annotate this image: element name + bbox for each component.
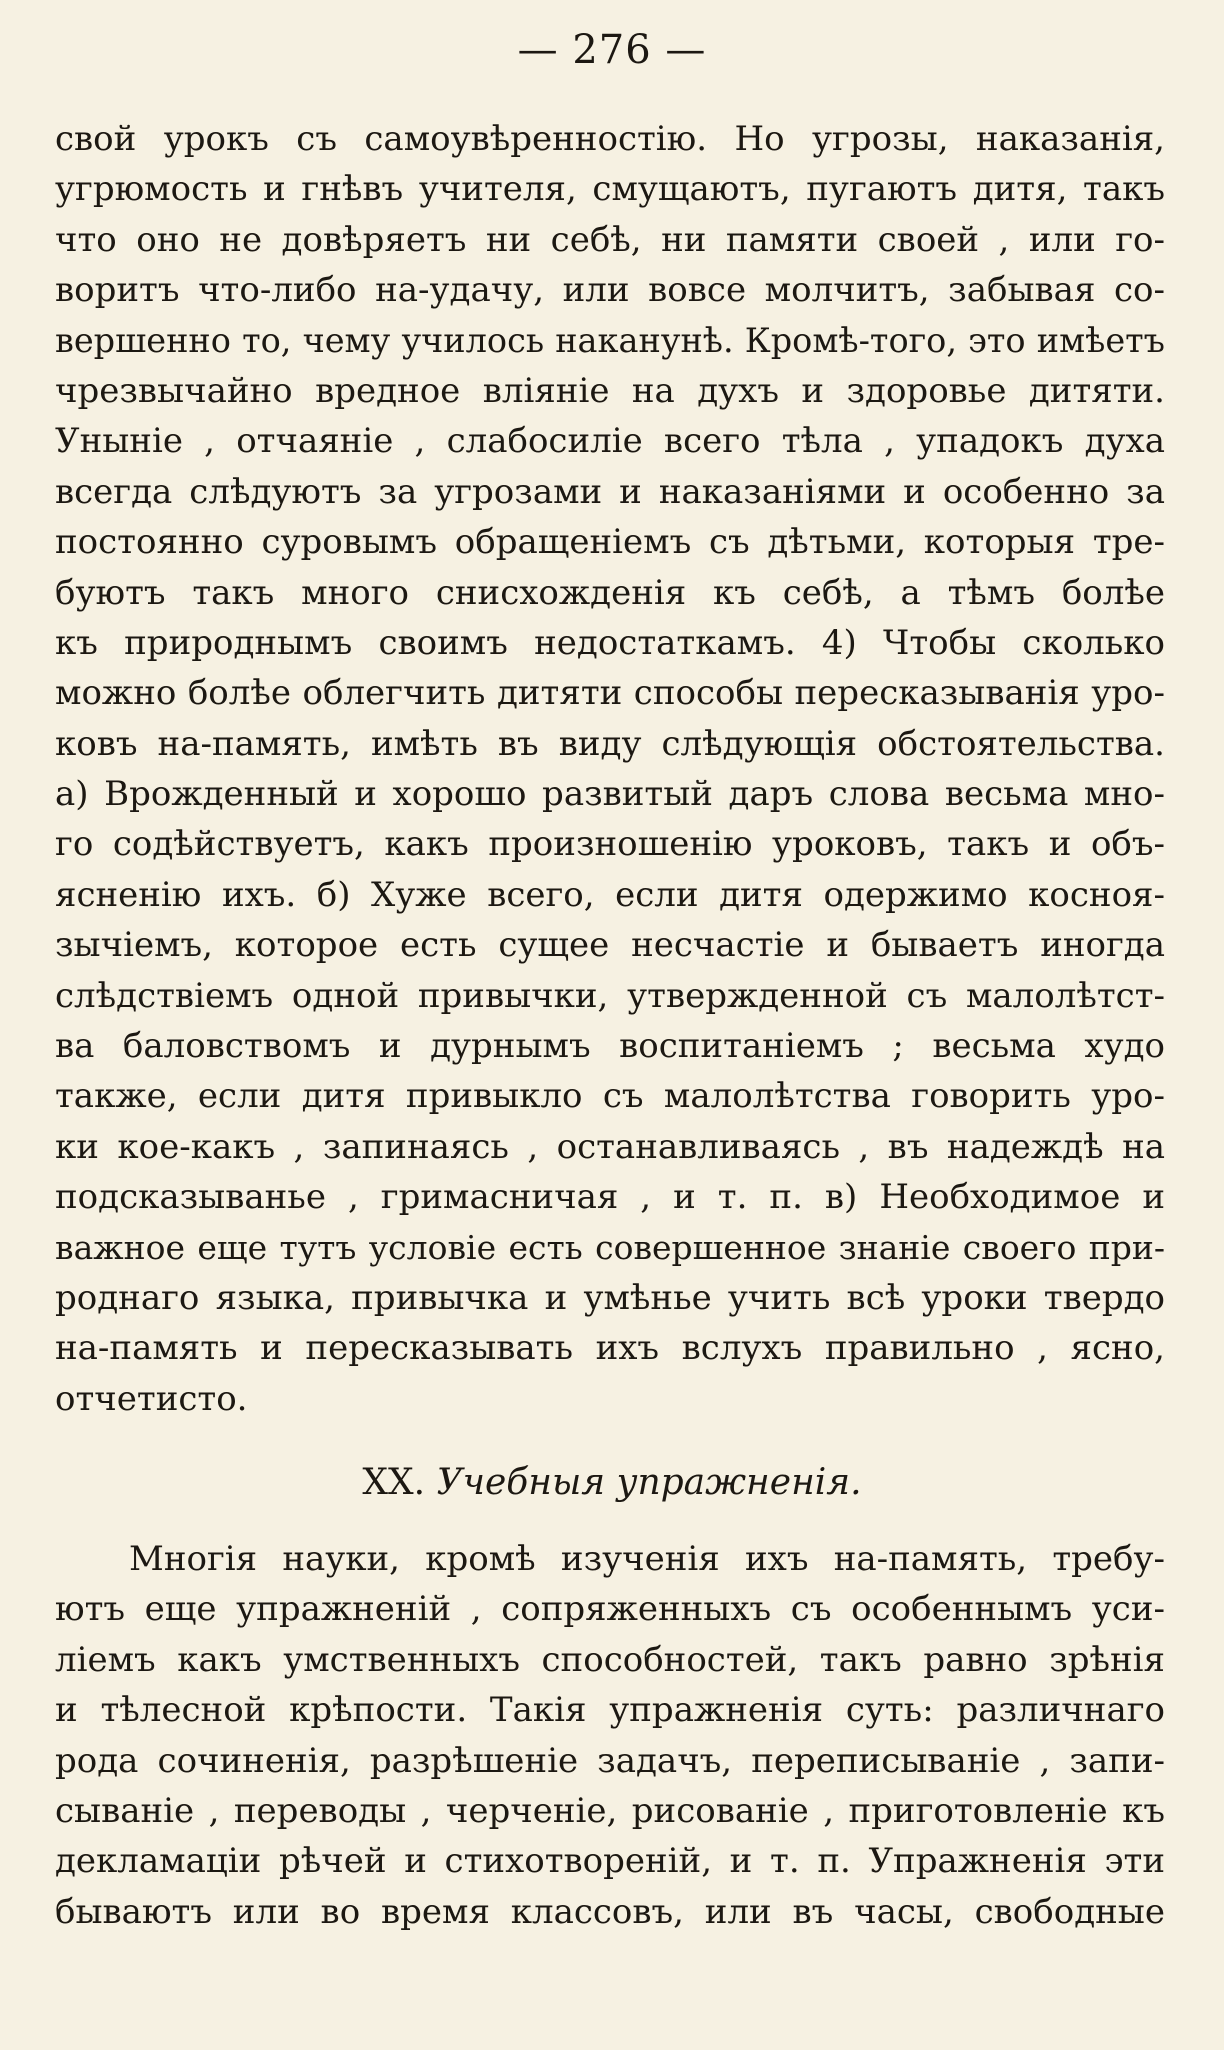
text-line: что оно не довѣряетъ ни себѣ, ни памяти своей , или го-	[55, 219, 1165, 260]
text-line: важное еще тутъ условіе есть совершенное знаніе своего при-	[55, 1227, 1165, 1267]
text-line: отчетисто.	[55, 1378, 248, 1419]
text-line: зычіемъ, которое есть сущее несчастіе и бываетъ иногда	[55, 925, 1165, 966]
text-line: угрюмость и гнѣвъ учителя, смущаютъ, пугаютъ дитя, такъ	[55, 169, 1165, 210]
paragraph-1	[55, 114, 1165, 1424]
section-title: Учебныя упражненія.	[436, 1462, 862, 1503]
text-line: свой урокъ съ самоувѣренностію. Но угрозы, наказанія,	[55, 119, 1165, 159]
text-line: роднаго языка, привычка и умѣнье учить всѣ уроки твердо	[55, 1277, 1165, 1318]
text-line: а) Врожденный и хорошо развитый даръ слова весьма мно-	[55, 774, 1165, 815]
text-line: также, если дитя привыкло съ малолѣтства говорить уро-	[55, 1076, 1165, 1117]
text-line: и тѣлесной крѣпости. Такія упражненія суть: различнаго	[55, 1690, 1165, 1731]
text-line: го содѣйствуетъ, какъ произношенію уроковъ, такъ и объ-	[55, 824, 1165, 865]
text-line: подсказыванье , гримасничая , и т. п. в) Необходимое и	[55, 1177, 1165, 1218]
text-line: вершенно то, чему училось наканунѣ. Кромѣ-того, это имѣетъ	[55, 320, 1165, 360]
text-line: къ природнымъ своимъ недостаткамъ. 4) Чтобы сколько	[55, 622, 1165, 663]
text-line: ютъ еще упражненій , сопряженныхъ съ особеннымъ уси-	[55, 1589, 1165, 1630]
text-line: рода сочиненія, разрѣшеніе задачъ, переписываніе , запи-	[55, 1740, 1165, 1781]
text-line: ясненію ихъ. б) Хуже всего, если дитя одержимо косноя-	[55, 874, 1165, 915]
text-line: на-память и пересказывать ихъ вслухъ правильно , ясно,	[55, 1328, 1165, 1369]
text-line: чрезвычайно вредное вліяніе на духъ и здоровье дитяти.	[55, 370, 1165, 411]
text-line: Уныніе , отчаяніе , слабосиліе всего тѣла , упадокъ духа	[55, 421, 1165, 462]
text-line: постоянно суровымъ обращеніемъ съ дѣтьми, которыя тре-	[55, 522, 1165, 563]
text-line: можно болѣе облегчить дитяти способы пересказыванія уро-	[55, 673, 1165, 714]
section-number: XX.	[362, 1462, 426, 1503]
text-line: бываютъ или во время классовъ, или въ часы, свободные	[55, 1891, 1165, 1932]
text-line: всегда слѣдуютъ за угрозами и наказаніями и особенно за	[55, 471, 1165, 512]
text-line: Многія науки, кромѣ изученія ихъ на-память, требу-	[129, 1539, 1165, 1579]
section-heading	[0, 1456, 1224, 1510]
text-line: декламаціи рѣчей и стихотвореній, и т. п. Упражненія эти	[55, 1841, 1165, 1882]
paragraph-2	[55, 1534, 1165, 1937]
text-line: слѣдствіемъ одной привычки, утвержденной съ малолѣтст-	[55, 975, 1165, 1016]
page-number: — 276 —	[517, 27, 707, 73]
text-line: ва баловствомъ и дурнымъ воспитаніемъ ; весьма худо	[55, 1026, 1165, 1067]
text-line: ліемъ какъ умственныхъ способностей, такъ равно зрѣнія	[55, 1639, 1165, 1680]
text-line: буютъ такъ много снисхожденія къ себѣ, а тѣмъ болѣе	[55, 572, 1165, 613]
text-line: ковъ на-память, имѣть въ виду слѣдующія обстоятельства.	[55, 723, 1165, 764]
text-line: воритъ что-либо на-удачу, или вовсе молчитъ, забывая со-	[55, 270, 1165, 311]
text-line: ки кое-какъ , запинаясь , останавливаясь , въ надеждѣ на	[55, 1126, 1165, 1167]
text-line: сываніе , переводы , черченіе, рисованіе , приготовленіе къ	[55, 1790, 1165, 1831]
